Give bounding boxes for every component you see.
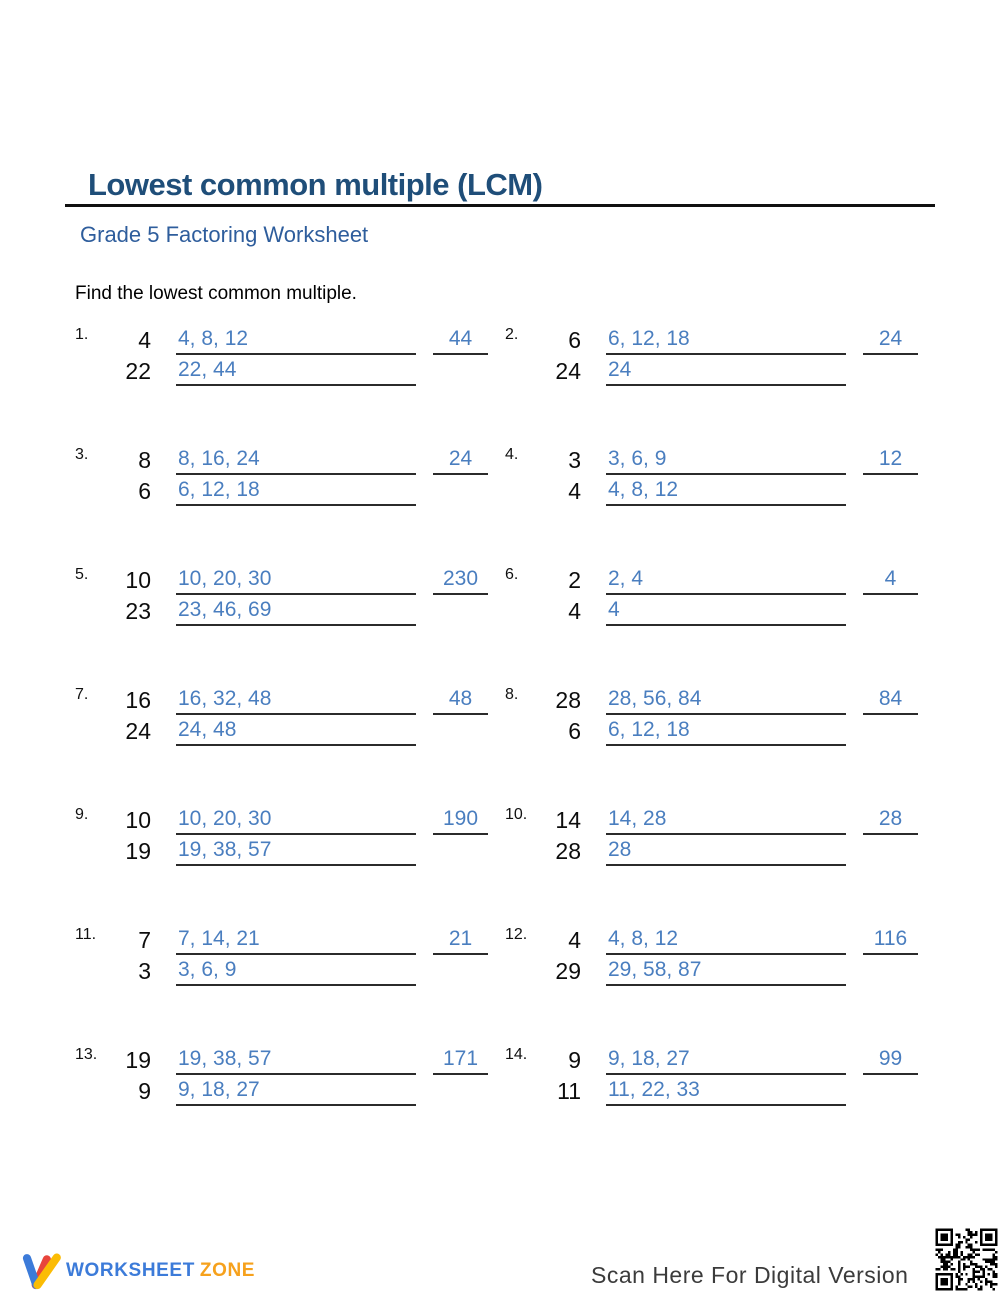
problem-number: 4. bbox=[505, 446, 519, 463]
logo-text-zone: ZONE bbox=[199, 1260, 256, 1281]
multiples-line-2: 29, 58, 87 bbox=[606, 956, 846, 986]
multiples-lines bbox=[606, 445, 846, 507]
problem-number: 12. bbox=[505, 926, 528, 943]
answer-box bbox=[433, 925, 488, 955]
problem-number: 8. bbox=[505, 686, 519, 703]
page-title: Lowest common multiple (LCM) bbox=[88, 167, 543, 202]
problems-grid bbox=[75, 325, 935, 1165]
multiples-line-2: 4, 8, 12 bbox=[606, 476, 846, 506]
problem-4 bbox=[505, 445, 935, 565]
multiples-line-1: 19, 38, 57 bbox=[176, 1045, 416, 1075]
problem-3 bbox=[75, 445, 505, 565]
multiples-line-2: 24, 48 bbox=[176, 716, 416, 746]
given-number-2: 19 bbox=[125, 838, 151, 864]
given-numbers bbox=[531, 805, 581, 867]
multiples-lines bbox=[176, 925, 416, 987]
problem-number: 2. bbox=[505, 326, 519, 343]
multiples-lines bbox=[176, 685, 416, 747]
given-numbers bbox=[101, 325, 151, 387]
multiples-line-2: 6, 12, 18 bbox=[606, 716, 846, 746]
answer-box bbox=[863, 1045, 918, 1075]
multiples-line-2: 3, 6, 9 bbox=[176, 956, 416, 986]
given-number-2: 29 bbox=[555, 958, 581, 984]
multiples-lines bbox=[606, 925, 846, 987]
answer-line: 190 bbox=[433, 805, 488, 835]
given-number-2: 6 bbox=[568, 718, 581, 744]
given-numbers bbox=[101, 805, 151, 867]
multiples-line-1: 6, 12, 18 bbox=[606, 325, 846, 355]
given-numbers bbox=[531, 445, 581, 507]
problem-7 bbox=[75, 685, 505, 805]
given-numbers bbox=[531, 925, 581, 987]
problem-number: 10. bbox=[505, 806, 528, 823]
given-number-2: 11 bbox=[557, 1078, 581, 1104]
answer-line: 48 bbox=[433, 685, 488, 715]
multiples-line-2: 19, 38, 57 bbox=[176, 836, 416, 866]
problem-number: 1. bbox=[75, 326, 89, 343]
given-numbers bbox=[101, 445, 151, 507]
multiples-lines bbox=[606, 685, 846, 747]
scan-here-text: Scan Here For Digital Version bbox=[591, 1262, 909, 1288]
multiples-lines bbox=[176, 445, 416, 507]
given-numbers bbox=[531, 325, 581, 387]
multiples-line-2: 28 bbox=[606, 836, 846, 866]
multiples-lines bbox=[176, 1045, 416, 1107]
given-numbers bbox=[101, 565, 151, 627]
problem-number: 14. bbox=[505, 1046, 528, 1063]
multiples-line-1: 8, 16, 24 bbox=[176, 445, 416, 475]
given-numbers bbox=[531, 685, 581, 747]
multiples-line-1: 4, 8, 12 bbox=[606, 925, 846, 955]
given-number-1: 4 bbox=[568, 927, 581, 953]
given-number-2: 28 bbox=[555, 838, 581, 864]
answer-line: 44 bbox=[433, 325, 488, 355]
answer-line: 171 bbox=[433, 1045, 488, 1075]
problem-13 bbox=[75, 1045, 505, 1165]
multiples-lines bbox=[176, 805, 416, 867]
given-number-2: 24 bbox=[555, 358, 581, 384]
problem-number: 7. bbox=[75, 686, 89, 703]
multiples-line-1: 3, 6, 9 bbox=[606, 445, 846, 475]
problem-number: 5. bbox=[75, 566, 89, 583]
answer-line: 84 bbox=[863, 685, 918, 715]
multiples-line-1: 2, 4 bbox=[606, 565, 846, 595]
multiples-line-1: 4, 8, 12 bbox=[176, 325, 416, 355]
problem-number: 3. bbox=[75, 446, 89, 463]
problem-number: 9. bbox=[75, 806, 89, 823]
answer-box bbox=[433, 565, 488, 595]
given-numbers bbox=[531, 1045, 581, 1107]
worksheet-subtitle: Grade 5 Factoring Worksheet bbox=[80, 222, 369, 247]
problem-9 bbox=[75, 805, 505, 925]
problem-1 bbox=[75, 325, 505, 445]
multiples-line-1: 28, 56, 84 bbox=[606, 685, 846, 715]
multiples-line-1: 10, 20, 30 bbox=[176, 805, 416, 835]
given-number-1: 3 bbox=[568, 447, 581, 473]
logo-text bbox=[66, 1260, 255, 1282]
given-numbers bbox=[101, 1045, 151, 1107]
multiples-line-2: 22, 44 bbox=[176, 356, 416, 386]
multiples-lines bbox=[176, 565, 416, 627]
given-number-1: 2 bbox=[568, 567, 581, 593]
multiples-line-2: 24 bbox=[606, 356, 846, 386]
qr-code-icon bbox=[933, 1226, 1000, 1293]
problem-6 bbox=[505, 565, 935, 685]
answer-line: 116 bbox=[863, 925, 918, 955]
multiples-line-1: 9, 18, 27 bbox=[606, 1045, 846, 1075]
given-number-1: 4 bbox=[138, 327, 151, 353]
multiples-line-2: 11, 22, 33 bbox=[606, 1076, 846, 1106]
answer-box bbox=[863, 325, 918, 355]
multiples-lines bbox=[606, 565, 846, 627]
instruction-text: Find the lowest common multiple. bbox=[75, 283, 357, 304]
answer-line: 230 bbox=[433, 565, 488, 595]
given-number-1: 8 bbox=[138, 447, 151, 473]
given-number-2: 22 bbox=[125, 358, 151, 384]
answer-line: 28 bbox=[863, 805, 918, 835]
multiples-lines bbox=[606, 325, 846, 387]
given-numbers bbox=[531, 565, 581, 627]
given-number-2: 3 bbox=[138, 958, 151, 984]
multiples-line-2: 9, 18, 27 bbox=[176, 1076, 416, 1106]
given-number-2: 6 bbox=[138, 478, 151, 504]
given-number-1: 16 bbox=[125, 687, 151, 713]
problem-11 bbox=[75, 925, 505, 1045]
given-number-2: 24 bbox=[125, 718, 151, 744]
problem-number: 6. bbox=[505, 566, 519, 583]
problem-10 bbox=[505, 805, 935, 925]
answer-line: 21 bbox=[433, 925, 488, 955]
answer-line: 24 bbox=[863, 325, 918, 355]
problem-2 bbox=[505, 325, 935, 445]
answer-line: 24 bbox=[433, 445, 488, 475]
answer-line: 99 bbox=[863, 1045, 918, 1075]
answer-line: 4 bbox=[863, 565, 918, 595]
given-number-1: 14 bbox=[555, 807, 581, 833]
answer-line: 12 bbox=[863, 445, 918, 475]
given-number-1: 7 bbox=[138, 927, 151, 953]
given-number-1: 10 bbox=[125, 807, 151, 833]
problem-number: 11. bbox=[75, 926, 97, 943]
multiples-line-1: 10, 20, 30 bbox=[176, 565, 416, 595]
worksheetzone-logo bbox=[20, 1250, 255, 1292]
given-number-2: 4 bbox=[568, 478, 581, 504]
given-number-1: 28 bbox=[555, 687, 581, 713]
problem-14 bbox=[505, 1045, 935, 1165]
w-logo-icon bbox=[20, 1250, 62, 1292]
multiples-line-2: 23, 46, 69 bbox=[176, 596, 416, 626]
given-number-2: 4 bbox=[568, 598, 581, 624]
title-underline bbox=[65, 204, 935, 207]
given-numbers bbox=[101, 925, 151, 987]
answer-box bbox=[433, 805, 488, 835]
multiples-line-1: 14, 28 bbox=[606, 805, 846, 835]
given-number-2: 9 bbox=[138, 1078, 151, 1104]
answer-box bbox=[863, 565, 918, 595]
multiples-lines bbox=[606, 805, 846, 867]
given-number-1: 6 bbox=[568, 327, 581, 353]
multiples-lines bbox=[176, 325, 416, 387]
answer-box bbox=[863, 805, 918, 835]
multiples-lines bbox=[606, 1045, 846, 1107]
answer-box bbox=[433, 685, 488, 715]
answer-box bbox=[863, 445, 918, 475]
multiples-line-2: 4 bbox=[606, 596, 846, 626]
problem-8 bbox=[505, 685, 935, 805]
given-number-1: 9 bbox=[568, 1047, 581, 1073]
answer-box bbox=[433, 325, 488, 355]
problem-5 bbox=[75, 565, 505, 685]
problem-number: 13. bbox=[75, 1046, 98, 1063]
multiples-line-2: 6, 12, 18 bbox=[176, 476, 416, 506]
answer-box bbox=[433, 1045, 488, 1075]
given-number-1: 19 bbox=[125, 1047, 151, 1073]
problem-12 bbox=[505, 925, 935, 1045]
multiples-line-1: 16, 32, 48 bbox=[176, 685, 416, 715]
given-number-1: 10 bbox=[125, 567, 151, 593]
answer-box bbox=[433, 445, 488, 475]
answer-box bbox=[863, 685, 918, 715]
given-number-2: 23 bbox=[125, 598, 151, 624]
multiples-line-1: 7, 14, 21 bbox=[176, 925, 416, 955]
answer-box bbox=[863, 925, 918, 955]
given-numbers bbox=[101, 685, 151, 747]
logo-text-worksheet: WORKSHEET bbox=[66, 1260, 195, 1281]
